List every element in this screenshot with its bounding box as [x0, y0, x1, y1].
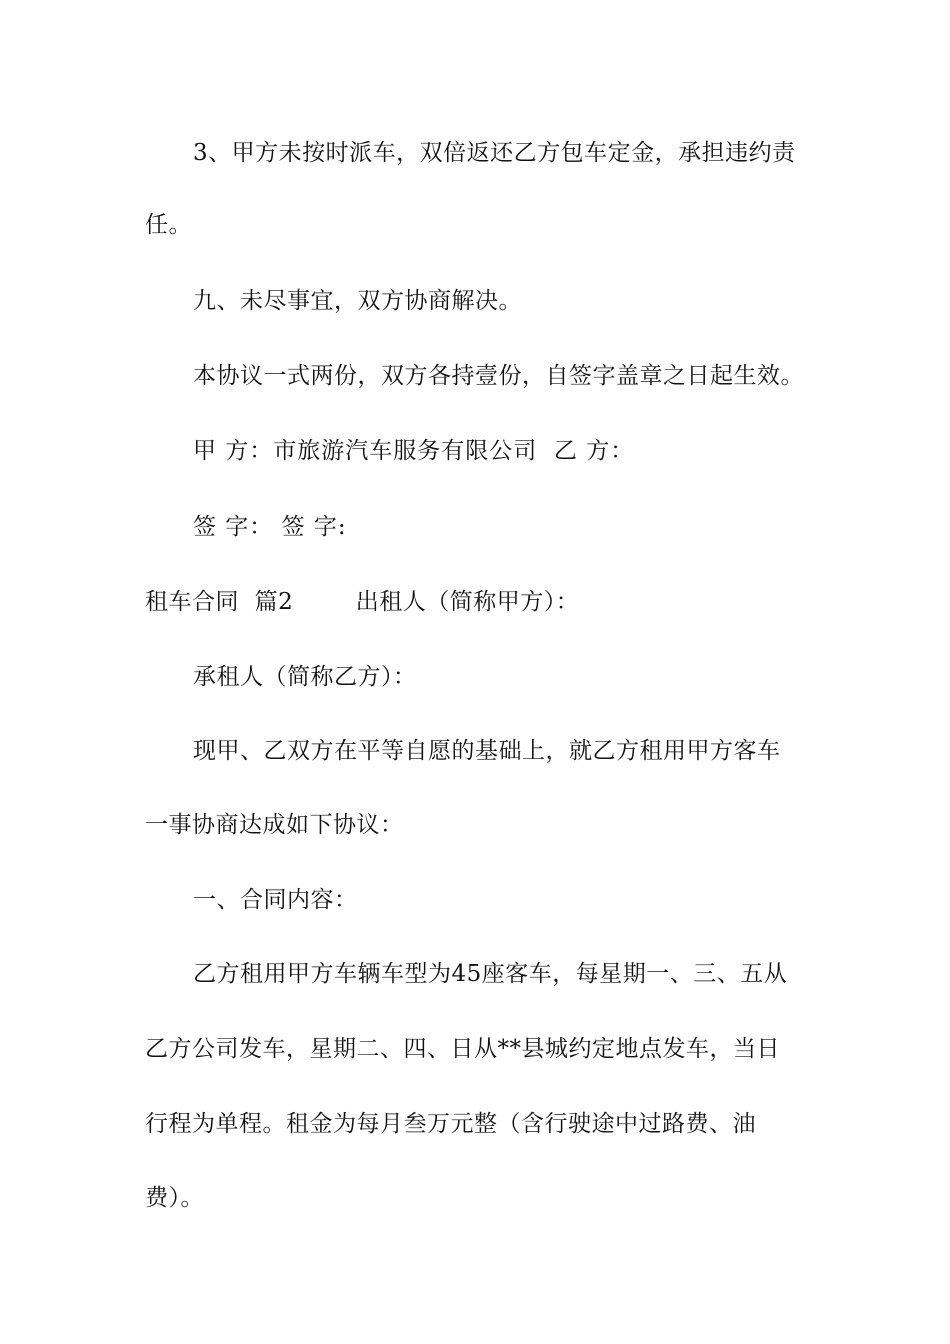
signature-line: 签 字： 签 字: — [193, 514, 347, 540]
section-heading-contract-2: 租车合同 篇2 出租人（简称甲方）： — [145, 589, 580, 615]
lessee-line: 承租人（简称乙方）： — [193, 664, 417, 690]
paragraph-content-line-3: 行程为单程。租金为每月叁万元整（含行驶途中过路费、油 — [145, 1111, 756, 1137]
paragraph-agreement-line-2: 一事协商达成如下协议： — [145, 812, 404, 838]
paragraph-content-line-4: 费）。 — [145, 1185, 204, 1211]
section-heading-contract-content: 一、合同内容： — [193, 887, 358, 913]
party-names-line: 甲 方：市旅游汽车服务有限公司 乙 方： — [193, 438, 635, 464]
paragraph-clause-3-line-2: 任。 — [145, 212, 192, 238]
paragraph-clause-9: 九、未尽事宜，双方协商解决。 — [193, 288, 522, 314]
paragraph-clause-3-line-1: 3、甲方未按时派车，双倍返还乙方包车定金，承担违约责 — [193, 140, 796, 166]
paragraph-effective-clause: 本协议一式两份，双方各持壹份，自签字盖章之日起生效。 — [193, 363, 804, 389]
paragraph-content-line-1: 乙方租用甲方车辆车型为45座客车，每星期一、三、五从 — [193, 961, 788, 987]
paragraph-agreement-line-1: 现甲、乙双方在平等自愿的基础上，就乙方租用甲方客车 — [193, 738, 781, 764]
paragraph-content-line-2: 乙方公司发车，星期二、四、日从**县城约定地点发车，当日 — [145, 1036, 780, 1062]
